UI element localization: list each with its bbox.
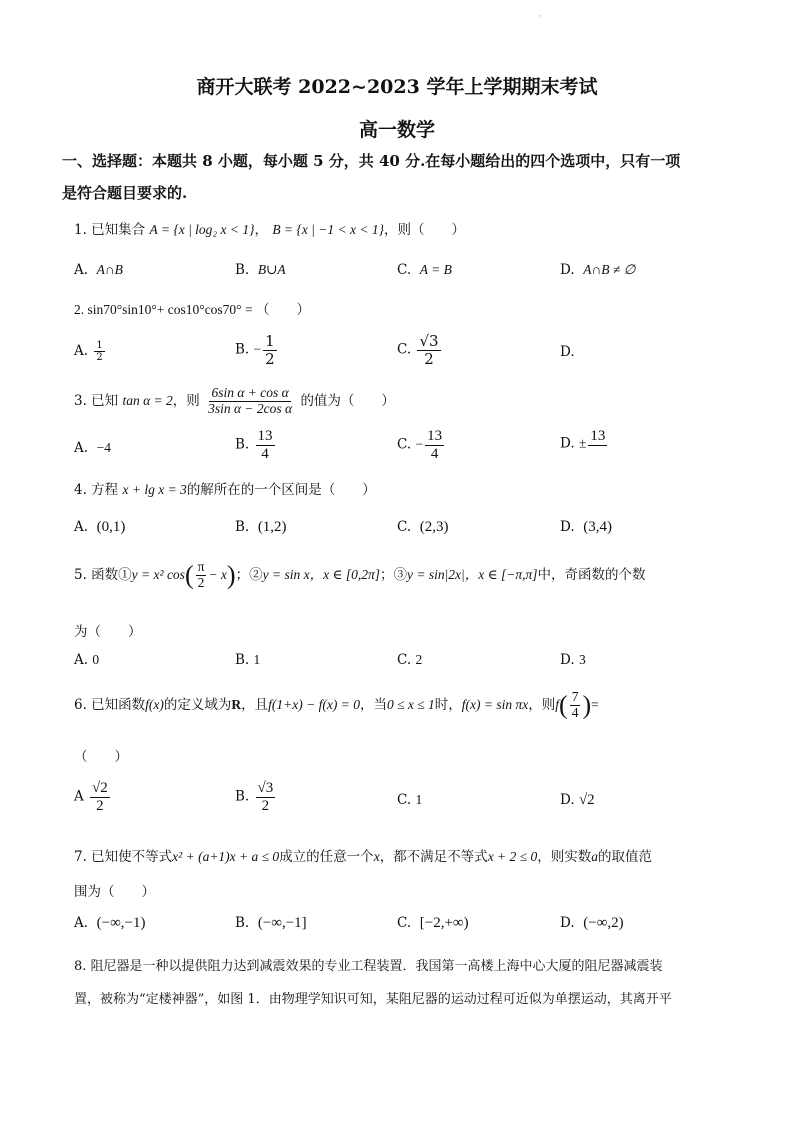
option-text: (1,2) [257, 519, 287, 535]
q5-stem-a: 5. 函数① [74, 566, 132, 583]
q5-option-b[interactable] [235, 652, 260, 668]
option-label: B. [235, 519, 250, 535]
q6-function: f(x) [145, 696, 164, 712]
question-8-line1: 8. 阻尼器是一种以提供阻力达到减震效果的专业工程装置．我国第一高楼上海中心大厦的阻尼器减震装 [74, 959, 663, 974]
q3-stem-b: 的值为（ ） [300, 392, 395, 409]
option-text: 3 [578, 652, 586, 667]
option-label: D. [560, 792, 575, 808]
q7-stem-e: 的取值范 [597, 849, 652, 865]
fraction-numerator: √3 [257, 780, 274, 796]
q3-stem-mid: ，则 [172, 392, 200, 409]
option-text: √2 [578, 792, 595, 808]
fraction [94, 340, 104, 363]
q1-option-b[interactable] [235, 262, 286, 278]
q2-option-d[interactable] [560, 344, 575, 360]
option-label: B. [235, 788, 250, 805]
option-label: B. [235, 652, 250, 668]
q2-option-b[interactable] [235, 333, 279, 367]
option-label: A. [74, 262, 89, 278]
q3-option-a[interactable] [74, 440, 111, 456]
q3-condition: tan α = 2 [122, 392, 173, 408]
q3-stem-a: 3. 已知 [74, 392, 119, 409]
fraction [425, 428, 444, 462]
q1-stem-a: 1. 已知集合 [74, 222, 146, 238]
option-label: B. [235, 915, 250, 931]
q3-option-d[interactable] [560, 428, 609, 460]
option-label: C. [397, 262, 412, 278]
q4-option-c[interactable] [397, 519, 448, 536]
paren-open: ( [559, 690, 568, 720]
fraction [417, 333, 440, 367]
option-label: A. [74, 915, 89, 931]
question-7-stem [74, 845, 652, 865]
option-label: A. [74, 440, 89, 456]
question-1-stem: 1. 已知集合 A = {x | log₂ x < 1}， B = {x | −1 < x < 1}，则（ ） [74, 222, 465, 238]
section-heading-line2: 是符合题目要求的. [62, 184, 188, 202]
option-label: D. [560, 435, 575, 452]
fraction-denominator: 4 [571, 704, 579, 720]
option-text: (0,1) [96, 519, 126, 535]
option-label: C. [397, 341, 412, 358]
option-label: A. [74, 652, 89, 668]
fraction-numerator: √3 [419, 332, 439, 350]
q6-stem-e: 时， [434, 696, 462, 713]
question-5-stem [74, 560, 646, 591]
fraction-numerator: 13 [590, 428, 606, 444]
fraction-denominator: 2 [424, 349, 434, 368]
fraction [263, 333, 277, 367]
option-text: 0 [92, 652, 100, 667]
q7-option-a[interactable] [74, 915, 146, 932]
option-label: C. [397, 652, 412, 668]
paren-close: ) [582, 690, 592, 720]
option-label: D. [560, 262, 575, 278]
q6-equation: f(1+x) − f(x) = 0 [268, 696, 360, 712]
option-label: A. [74, 343, 89, 359]
fraction [588, 428, 607, 460]
fraction [196, 560, 207, 591]
fraction-numerator: 6sin α + cos α [211, 385, 289, 400]
q7-stem-a: 7. 已知使不等式 [74, 849, 173, 865]
fraction [256, 780, 276, 814]
q4-option-b[interactable] [235, 519, 287, 536]
option-label: A. [74, 519, 89, 535]
q7-stem-b: 成立的任意一个 [279, 849, 374, 865]
fraction-denominator: 2 [265, 349, 275, 368]
q7-inequality-2: x + 2 ≤ 0 [487, 849, 538, 864]
option-label: B. [235, 341, 250, 358]
fraction-denominator: 2 [96, 797, 104, 814]
q5-function-1-tail: − x [208, 566, 227, 582]
q5-function-1: y = x² cos [131, 566, 185, 582]
fraction-denominator: 2 [197, 574, 205, 590]
q7-option-b[interactable] [235, 915, 307, 932]
option-text: 2 [415, 652, 423, 667]
fraction-denominator: 3sin α − 2cos α [208, 400, 293, 416]
q5-stem-b: 中，奇函数的个数 [537, 566, 646, 583]
fraction-numerator: 1 [96, 340, 103, 351]
option-label: D. [560, 344, 575, 360]
option-label: C. [397, 792, 412, 808]
q4-equation: x + lg x = 3 [122, 482, 187, 497]
fraction-numerator: π [197, 559, 205, 574]
option-label: C. [397, 915, 412, 931]
q5-separator-2: ；③ [379, 566, 407, 583]
q5-option-a[interactable] [74, 652, 99, 668]
option-label: A [74, 788, 84, 805]
option-text: (−∞,−1] [257, 915, 307, 931]
q6-ask-function: f [555, 696, 560, 712]
question-5-stem-cont: 为（ ） [74, 624, 142, 640]
option-sign: − [415, 436, 424, 452]
q1-set-b: B = {x | −1 < x < 1} [272, 222, 384, 237]
q7-stem-c: ，都不满足不等式 [379, 849, 488, 865]
corner-mark: · [538, 12, 541, 22]
q5-option-d[interactable] [560, 652, 586, 668]
q5-function-3-domain: ，x ∈ [−π,π] [464, 566, 538, 582]
fraction-denominator: 4 [261, 445, 269, 462]
question-3-stem [74, 386, 395, 417]
question-6-stem-cont: （ ） [74, 749, 128, 765]
question-2-stem: 2. sin70°sin10°+ cos10°cos70° = （ ） [74, 302, 310, 317]
q1-stem-b: ，则（ ） [384, 222, 465, 238]
option-label: C. [397, 519, 412, 535]
option-text: B∪A [257, 262, 286, 277]
option-text: A∩B [96, 262, 123, 277]
q7-option-c[interactable] [397, 915, 469, 932]
exam-title: 商开大联考 2022~2023 学年上学期期末考试 [196, 76, 598, 98]
fraction-denominator [596, 446, 600, 460]
q7-parameter: a [591, 849, 598, 864]
q5-function-3: y = sin|2x| [406, 566, 465, 582]
option-text: (−∞,2) [583, 915, 624, 931]
q5-function-2-domain: ，x ∈ [0,2π] [309, 566, 380, 582]
q7-option-d[interactable] [560, 915, 624, 932]
question-4-stem [74, 478, 376, 498]
q6-option-d[interactable] [560, 792, 595, 809]
fraction-denominator: 2 [261, 797, 270, 814]
q1-option-c[interactable] [397, 262, 452, 278]
fraction [256, 428, 275, 462]
option-text: (−∞,−1) [96, 915, 146, 931]
q6-stem-c: ，且 [241, 696, 269, 713]
fraction-numerator: 13 [257, 428, 273, 444]
fraction-numerator: 13 [427, 428, 443, 444]
option-text: [−2,+∞) [419, 915, 469, 931]
option-sign: ± [578, 435, 587, 451]
fraction-numerator: 7 [571, 689, 579, 704]
q6-stem-d: ，当 [359, 696, 387, 713]
q6-condition: 0 ≤ x ≤ 1 [386, 696, 435, 712]
question-6-stem [74, 690, 599, 721]
q6-stem-a: 6. 已知函数 [74, 696, 146, 713]
q2-option-c[interactable] [397, 333, 443, 367]
option-text: 1 [253, 652, 261, 667]
q6-option-c[interactable] [397, 792, 422, 808]
q6-equals: = [591, 696, 599, 712]
option-label: B. [235, 436, 250, 453]
q3-option-c[interactable] [397, 428, 446, 462]
fraction-denominator: 2 [96, 352, 103, 363]
option-text: A = B [419, 262, 452, 277]
fraction-numerator: √2 [92, 780, 108, 796]
q5-option-c[interactable] [397, 652, 422, 668]
q6-option-b[interactable] [235, 780, 277, 814]
q4-stem-b: 的解所在的一个区间是（ ） [186, 482, 376, 498]
q5-function-2: y = sin x [262, 566, 310, 582]
q1-option-a[interactable] [74, 262, 123, 278]
option-text: 1 [415, 792, 423, 807]
section-heading-line1: 一、选择题：本题共 8 小题，每小题 5 分，共 40 分.在每小题给出的四个选项中，只有一项 [62, 152, 681, 170]
q1-set-a: A = {x | log₂ x < 1} [149, 222, 255, 237]
q3-expression-fraction [206, 386, 294, 417]
option-text: −4 [96, 440, 112, 455]
q6-stem-f: ，则 [528, 696, 556, 713]
q7-stem-d: ，则实数 [537, 849, 592, 865]
fraction [90, 780, 110, 814]
q6-option-a[interactable] [74, 780, 112, 814]
fraction [570, 690, 581, 721]
q4-stem-a: 4. 方程 [74, 482, 119, 498]
q4-option-a[interactable] [74, 519, 125, 536]
paren-close: ) [226, 560, 236, 590]
option-label: C. [397, 436, 412, 453]
option-text: (3,4) [583, 519, 612, 535]
q6-stem-b: 的定义域为 [163, 696, 232, 713]
q7-inequality-1: x² + (a+1)x + a ≤ 0 [172, 849, 280, 864]
exam-subtitle: 高一数学 [358, 119, 435, 141]
q1-option-d[interactable] [560, 262, 635, 278]
paren-open: ( [184, 560, 194, 590]
option-label: D. [560, 915, 575, 931]
fraction-denominator: 4 [430, 445, 439, 462]
q5-separator-1: ；② [235, 566, 263, 583]
option-text: A∩B ≠ ∅ [583, 262, 636, 277]
q6-definition: f(x) = sin πx [461, 696, 529, 712]
question-8-line2: 置，被称为“定楼神器”，如图 1．由物理学知识可知，某阻尼器的运动过程可近似为单摆运动，其离开平 [74, 992, 672, 1007]
q7-variable: x [373, 849, 380, 864]
fraction-numerator: 1 [265, 332, 275, 350]
q2-option-a[interactable] [74, 340, 107, 363]
q4-option-d[interactable] [560, 519, 612, 536]
q3-option-b[interactable] [235, 428, 277, 462]
option-sign: − [253, 341, 262, 357]
question-7-stem-cont: 围为（ ） [74, 884, 155, 900]
q6-domain: R [231, 696, 242, 712]
option-label: D. [560, 652, 575, 668]
option-label: D. [560, 519, 575, 535]
option-label: B. [235, 262, 250, 278]
option-text: (2,3) [419, 519, 449, 535]
